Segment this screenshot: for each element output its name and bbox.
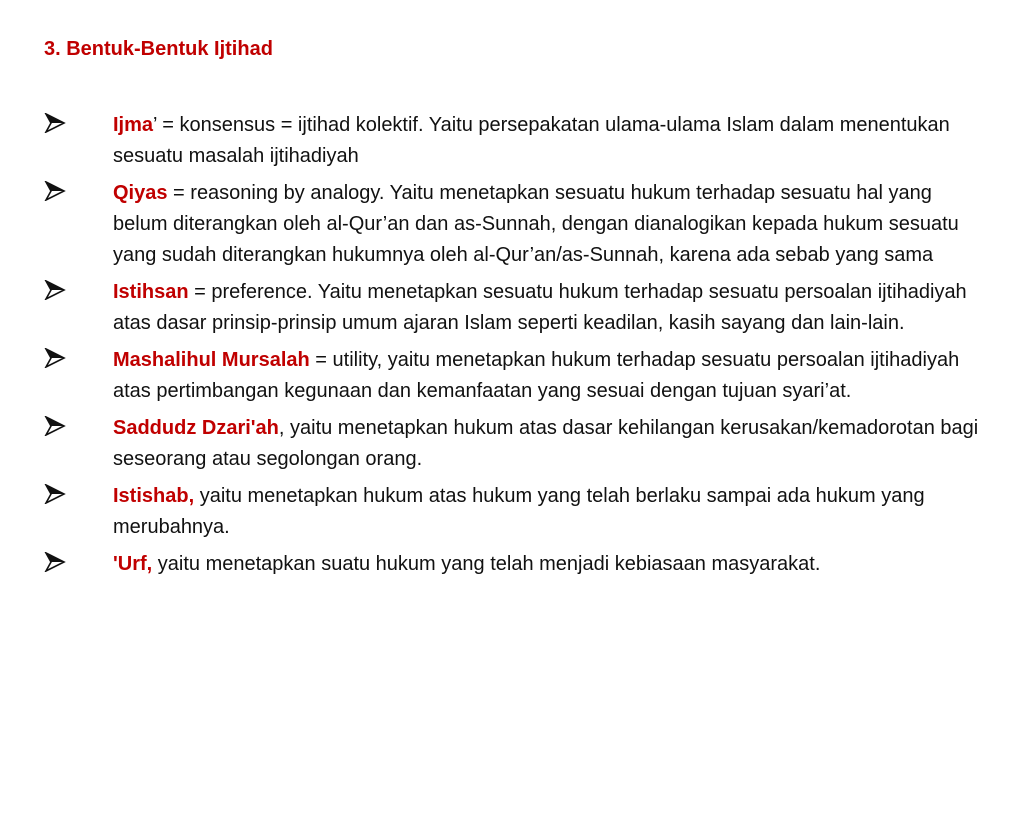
list-item-text (113, 178, 984, 271)
term-description: ’ = konsensus = ijtihad kolektif. Yaitu persepakatan ulama-ulama Islam dalam menentukan sesuatu masalah ijtihadiyah (113, 114, 950, 167)
term-label: Istihsan (113, 281, 189, 303)
list-item (0, 413, 1024, 475)
list-item-text (113, 413, 984, 475)
arrowhead-bullet-icon (44, 181, 66, 201)
term-label: Saddudz Dzari'ah (113, 417, 279, 439)
list-item (0, 178, 1024, 271)
list-item-text (113, 277, 984, 339)
list-item-text (113, 110, 984, 172)
list-item (0, 345, 1024, 407)
arrowhead-bullet-icon (44, 348, 66, 368)
arrowhead-bullet-icon (44, 484, 66, 504)
term-description: = reasoning by analogy. Yaitu menetapkan sesuatu hukum terhadap sesuatu hal yang belum diterangkan oleh al-Qur’an dan as-Sunnah, dengan dianalogikan kepada hukum sesuatu yang sudah diterangkan hukumnya oleh al-Qur’an/as-Sunnah, karena ada sebab yang sama (113, 182, 959, 266)
list-item (0, 549, 1024, 580)
arrowhead-bullet-icon (44, 113, 66, 133)
arrowhead-bullet-icon (44, 416, 66, 436)
slide-title: 3. Bentuk-Bentuk Ijtihad (44, 38, 273, 60)
list-item-text (113, 345, 984, 407)
term-description: = preference. Yaitu menetapkan sesuatu hukum terhadap sesuatu persoalan ijtihadiyah atas dasar prinsip-prinsip umum ajaran Islam seperti keadilan, kasih sayang dan lain-lain. (113, 281, 967, 334)
term-label: Qiyas (113, 182, 168, 204)
term-description: , yaitu menetapkan hukum atas dasar kehilangan kerusakan/kemadorotan bagi seseorang atau segolongan orang. (113, 417, 979, 470)
term-label: Ijma (113, 114, 154, 136)
list-item (0, 277, 1024, 339)
list-item-text (113, 481, 984, 543)
term-label: Mashalihul Mursalah (113, 349, 310, 371)
term-description: yaitu menetapkan suatu hukum yang telah menjadi kebiasaan masyarakat. (152, 553, 821, 575)
list-item (0, 481, 1024, 543)
term-description: = utility, yaitu menetapkan hukum terhadap sesuatu persoalan ijtihadiyah atas pertimbangan kegunaan dan kemanfaatan yang sesuai dengan tujuan syari’at. (113, 349, 960, 402)
ijtihad-forms-list (0, 110, 1024, 586)
arrowhead-bullet-icon (44, 280, 66, 300)
list-item-text (113, 549, 984, 580)
term-description: yaitu menetapkan hukum atas hukum yang telah berlaku sampai ada hukum yang merubahnya. (113, 485, 925, 538)
list-item (0, 110, 1024, 172)
arrowhead-bullet-icon (44, 552, 66, 572)
term-label: 'Urf, (113, 553, 153, 575)
term-label: Istishab, (113, 485, 195, 507)
